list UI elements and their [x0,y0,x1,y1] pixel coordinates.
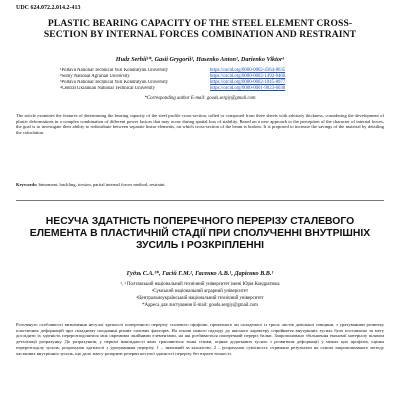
udc-code: UDC 624.072.2.014.2-413 [16,5,81,11]
orcid-link[interactable]: https://orcid.org/0000-0002-1045-8077 [210,80,286,85]
corresponding-author-ukrainian: *Адреса для листування E-mail: goods.sergiy@gmail.com [142,303,258,308]
affiliation-ukrainian: ¹, ³ Полтавський національний технічний університет імені Юрія Кондратюка [120,282,280,287]
affiliation-text: ⁴Central Ukrainian National Technical University [60,86,156,91]
section-divider [16,200,384,201]
affiliation-ukrainian: ⁴Центральноукраїнський національний технічний університет [136,296,264,301]
affiliation-text: ²Sumy National Agrarian University [60,74,130,79]
orcid-link[interactable]: https://orcid.org/0000-0001-9023-6030 [210,86,286,91]
affiliation-line [60,86,360,92]
abstract-ukrainian: Розглянуто особливості визначення несучої здатності поперечного перерізу сталевого профілю, прокатного чи складеного із трьох листів довільної товщини, з урахуванням розвитку пластичних деформацій при складному поєднанні різних силових факторів. На основі нового підходу до якісного характеру сприйняття внутрішніх зусиль було поставлено за мету дослідити їх здатність перерозподілятися між окремими лінійними елементами, на які розбивається поперечний переріз балки. Запропоновано збільшення економії матеріалу шляхом деталізації розрахунку. До розрахунків, у першої інвалідності яких трапляються тонкі стінки, оцінка додаткових зусиль з розвитком деформації у межах цих профілів, оцінка перерозподілу зусиль, розрахунок здатності з урахуванням перерізу. 1 – значимий за кількістю; 2 – розрахунок сумісності; отримано результати на основі запропонованого методу часткових внутрішніх зусиль, що дало змогу розкрити резерви несучої здатності перерізу без втрати точності. [16,322,384,356]
title-ukrainian: НЕСУЧА ЗДАТНІСТЬ ПОПЕРЕЧНОГО ПЕРЕРІЗУ СТАЛЕВОГО ЕЛЕМЕНТА В ПЛАСТИЧНІЙ СТАДІЇ ПРИ СПОЛУЧЕННІ ВНУТРІШНІХ ЗУСИЛЬ І РОЗКРІПЛЕННІ [29,216,371,252]
abstract-english: The article examines the features of determining the bearing capacity of the steel profile cross-section, rolled or composed from three sheets with arbitrary thickness, considering the development of plastic deformations in a complex combination of different power factors that may occur during spatial loss of stability. Based on a new approach to the perception of the character of internal forces, the goal is to investigate their ability to redistribute between separate linear elements, on which cross-section of the beam is broken. It is proposed to increase the savings of the material by detailing the calculation. [16,113,384,135]
affiliation-ukrainian: ²Сумський національний аграрний університет [151,289,249,294]
affiliation-text: ³Poltava National Technical Yuri Kondratyuk University [60,80,169,85]
keywords-text: bimoment, buckling, torsion, partial internal forces method, restraint. [38,182,166,187]
keywords-english [16,182,384,187]
keywords-label: Keywords: [16,182,38,187]
affiliations-english [60,68,360,92]
title-english: PLASTIC BEARING CAPACITY OF THE STEEL ELEMENT CROSS-SECTION BY INTERNAL FORCES COMBINATION AND RESTRAINT [43,18,357,40]
corresponding-author-english: *Corresponding author E-mail: goods.sergiy@gmail.com [144,96,256,101]
orcid-link[interactable]: https://orcid.org/0000-0002-1492-0460 [210,74,286,79]
orcid-link[interactable]: https://orcid.org/0000-0002-4364-8635 [210,68,286,73]
authors-ukrainian: Гудзь С.А.¹*, Гасій Г.М.², Гасенко А.В.¹, Дарієнко В.В.¹ [126,270,274,277]
authors-english: Hudz Serhii¹*, Gasii Grygorii², Hasenko Anton¹, Darienko Viktor¹ [115,56,285,63]
affiliation-text: ¹Poltava National Technical Yuri Kondratyuk University [60,68,169,73]
